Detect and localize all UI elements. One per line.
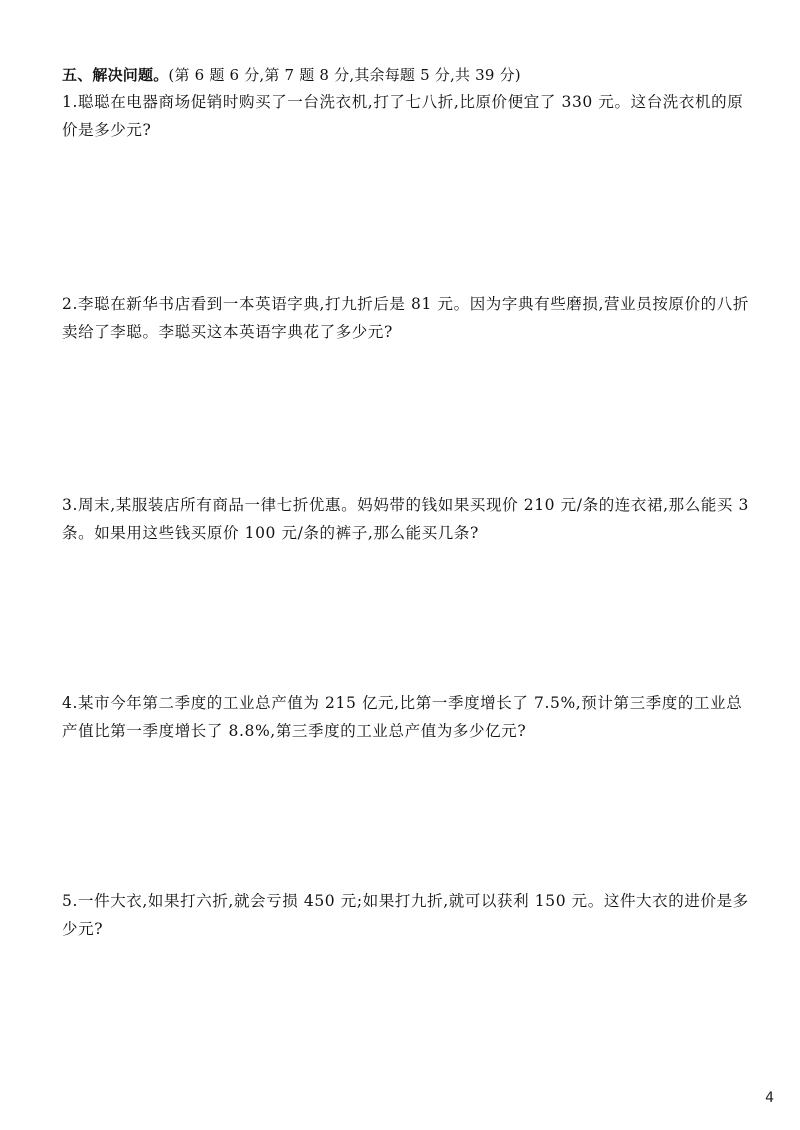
- question-text: 一件大衣,如果打六折,就会亏损 450 元;如果打九折,就可以获利 150 元。这件大衣的进价是多少元?: [62, 892, 749, 938]
- page-number: 4: [765, 1090, 774, 1106]
- question-number: 4.: [62, 694, 78, 712]
- question-3: [62, 491, 752, 547]
- section-header: [62, 64, 521, 86]
- question-number: 5.: [62, 892, 78, 910]
- question-text: 某市今年第二季度的工业总产值为 215 亿元,比第一季度增长了 7.5%,预计第三季度的工业总产值比第一季度增长了 8.8%,第三季度的工业总产值为多少亿元?: [62, 694, 743, 740]
- question-5: [62, 887, 752, 943]
- question-4: [62, 689, 752, 745]
- question-number: 2.: [62, 295, 78, 313]
- question-2: [62, 290, 752, 346]
- question-text: 周末,某服装店所有商品一律七折优惠。妈妈带的钱如果买现价 210 元/条的连衣裙,那么能买 3 条。如果用这些钱买原价 100 元/条的裤子,那么能买几条?: [62, 496, 750, 542]
- question-text: 李聪在新华书店看到一本英语字典,打九折后是 81 元。因为字典有些磨损,营业员按原价的八折卖给了李聪。李聪买这本英语字典花了多少元?: [62, 295, 749, 341]
- question-text: 聪聪在电器商场促销时购买了一台洗衣机,打了七八折,比原价便宜了 330 元。这台洗衣机的原价是多少元?: [62, 93, 744, 139]
- question-number: 3.: [62, 496, 78, 514]
- question-1: [62, 88, 752, 144]
- question-number: 1.: [62, 93, 78, 111]
- section-scoring-note: (第 6 题 6 分,第 7 题 8 分,其余每题 5 分,共 39 分): [168, 66, 521, 84]
- section-title: 五、解决问题。: [62, 66, 169, 84]
